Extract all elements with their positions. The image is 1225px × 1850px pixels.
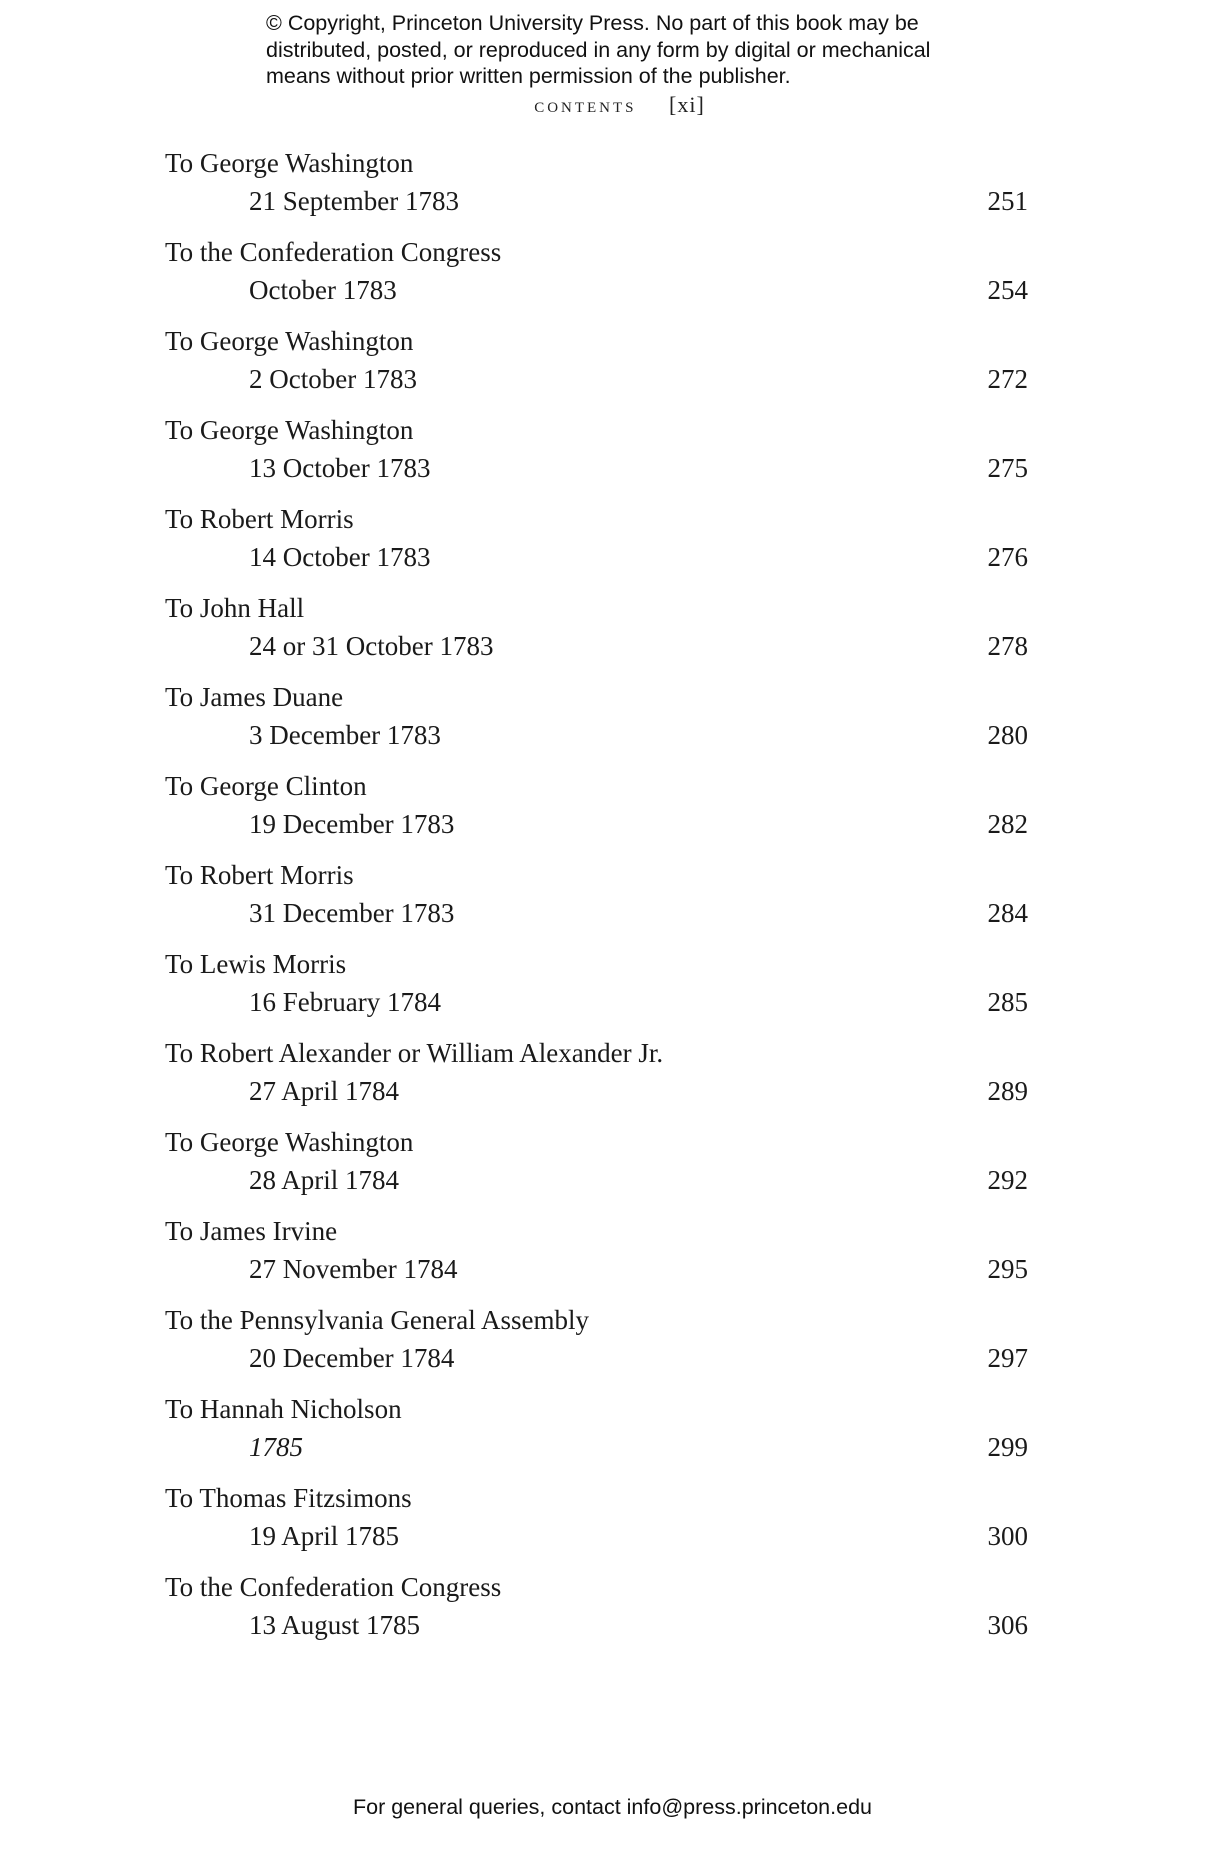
running-head-label: contents <box>534 92 637 117</box>
toc-entry <box>165 1125 1028 1214</box>
toc-entry-recipient: To Hannah Nicholson <box>165 1394 402 1424</box>
toc-entry-date: 1785 <box>249 1432 303 1462</box>
toc-entry-page-number: 285 <box>987 987 1028 1017</box>
toc-entry-recipient: To the Confederation Congress <box>165 1572 502 1602</box>
toc-entry-page-number: 275 <box>987 453 1028 483</box>
toc-entry-recipient: To the Pennsylvania General Assembly <box>165 1305 590 1335</box>
toc-entry <box>165 1214 1028 1303</box>
toc-entry <box>165 1570 1028 1659</box>
toc-entry <box>165 1481 1028 1570</box>
toc-entry-page-number: 254 <box>987 275 1028 305</box>
toc-entry-date: October 1783 <box>249 275 397 305</box>
toc-entry-page-number: 280 <box>987 720 1028 750</box>
toc-entry <box>165 769 1028 858</box>
toc-entry-recipient: To George Washington <box>165 1127 414 1157</box>
toc-entry <box>165 1036 1028 1125</box>
toc-entry <box>165 1303 1028 1392</box>
toc-entry-recipient: To Robert Morris <box>165 860 354 890</box>
toc-entry-date: 21 September 1783 <box>249 186 459 216</box>
toc-entry-date: 27 November 1784 <box>249 1254 458 1284</box>
toc-entry-recipient: To Thomas Fitzsimons <box>165 1483 412 1513</box>
toc-entry-recipient: To George Clinton <box>165 771 367 801</box>
table-of-contents <box>165 146 1028 1659</box>
toc-entry-page-number: 299 <box>987 1432 1028 1462</box>
toc-entry-page-number: 289 <box>987 1076 1028 1106</box>
toc-entry-recipient: To George Washington <box>165 326 414 356</box>
toc-entry-recipient: To Robert Morris <box>165 504 354 534</box>
toc-entry <box>165 1392 1028 1481</box>
toc-entry-page-number: 278 <box>987 631 1028 661</box>
toc-entry-date: 3 December 1783 <box>249 720 441 750</box>
toc-entry-date: 2 October 1783 <box>249 364 417 394</box>
toc-entry <box>165 235 1028 324</box>
toc-entry <box>165 591 1028 680</box>
toc-entry-recipient: To John Hall <box>165 593 305 623</box>
toc-entry-date: 24 or 31 October 1783 <box>249 631 494 661</box>
toc-entry-page-number: 284 <box>987 898 1028 928</box>
toc-entry-page-number: 295 <box>987 1254 1028 1284</box>
toc-entry <box>165 413 1028 502</box>
toc-entry-recipient: To the Confederation Congress <box>165 237 502 267</box>
toc-entry-page-number: 306 <box>987 1610 1028 1640</box>
toc-entry-recipient: To George Washington <box>165 415 414 445</box>
toc-entry <box>165 502 1028 591</box>
toc-entry-date: 13 August 1785 <box>249 1610 421 1640</box>
toc-entry-date: 28 April 1784 <box>249 1165 400 1195</box>
toc-entry-recipient: To Robert Alexander or William Alexander Jr. <box>165 1038 664 1068</box>
toc-entry <box>165 680 1028 769</box>
toc-entry-recipient: To James Duane <box>165 682 344 712</box>
toc-entry <box>165 947 1028 1036</box>
toc-entry-page-number: 272 <box>987 364 1028 394</box>
footer-contact: For general queries, contact info@press.princeton.edu <box>352 1795 872 1819</box>
toc-entry-page-number: 251 <box>987 186 1028 216</box>
toc-entry-date: 27 April 1784 <box>249 1076 400 1106</box>
toc-entry-recipient: To James Irvine <box>165 1216 338 1246</box>
toc-entry-page-number: 276 <box>987 542 1028 572</box>
running-head <box>0 92 1225 118</box>
copyright-notice: © Copyright, Princeton University Press. No part of this book may be distributed, posted, or reproduced in any form by digital or mechanical means without prior written permission of the publisher. <box>266 11 931 88</box>
toc-entry-date: 31 December 1783 <box>249 898 455 928</box>
toc-entry <box>165 146 1028 235</box>
toc-entry-page-number: 292 <box>987 1165 1028 1195</box>
toc-entry-page-number: 282 <box>987 809 1028 839</box>
toc-entry-date: 14 October 1783 <box>249 542 431 572</box>
toc-entry <box>165 324 1028 413</box>
toc-entry-date: 20 December 1784 <box>249 1343 455 1373</box>
toc-entry-date: 19 April 1785 <box>249 1521 400 1551</box>
toc-entry-recipient: To Lewis Morris <box>165 949 347 979</box>
page-folio: [xi] <box>669 92 705 117</box>
toc-entry-date: 19 December 1783 <box>249 809 455 839</box>
toc-entry-page-number: 300 <box>987 1521 1028 1551</box>
toc-entry-date: 13 October 1783 <box>249 453 431 483</box>
toc-entry-date: 16 February 1784 <box>249 987 441 1017</box>
toc-entry-page-number: 297 <box>987 1343 1028 1373</box>
toc-entry <box>165 858 1028 947</box>
toc-entry-recipient: To George Washington <box>165 148 414 178</box>
